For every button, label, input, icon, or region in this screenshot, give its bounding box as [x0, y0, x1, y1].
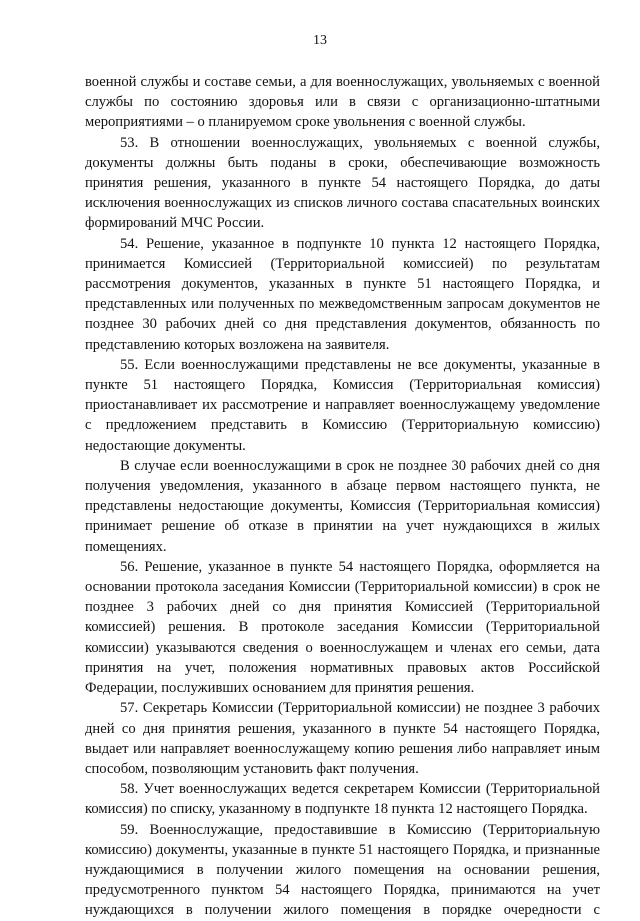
paragraph: военной службы и составе семьи, а для военнослужащих, увольняемых с военной службы по состоянию здоровья или в связи с организационно-штатными мероприятиями – о планируемом сроке увольнения с военной службы.: [85, 74, 600, 131]
paragraph: 58. Учет военнослужащих ведется секретарем Комиссии (Территориальной комиссия) по списку, указанному в подпункте 18 пункта 12 настоящего Порядка.: [85, 781, 600, 818]
paragraph: 55. Если военнослужащими представлены не все документы, указанные в пункте 51 настоящего Порядка, Комиссия (Территориальная комиссия) приостанавливает их рассмотрение и направляет военнослужащему уведомление с предложением представить в Комиссию (Территориальную комиссию) недостающие документы.: [85, 356, 600, 454]
paragraph: 57. Секретарь Комиссии (Территориальной комиссии) не позднее 3 рабочих дней со дня принятия решения, указанного в пункте 54 настоящего Порядка, выдает или направляет военнослужащему копию решения либо направляет иным способом, позволяющим установить факт получения.: [85, 700, 600, 777]
document-body: [85, 72, 600, 921]
paragraph: 54. Решение, указанное в подпункте 10 пункта 12 настоящего Порядка, принимается Комиссией (Территориальной комиссией) по результатам рассмотрения документов, указанных в пункте 51 настоящего Порядка, и представленных или полученных по межведомственным запросам документов не позднее 30 рабочих дней со дня представления документов, обязанность по представлению которых возложена на заявителя.: [85, 235, 600, 353]
page-number: 13: [313, 33, 327, 48]
paragraph: В случае если военнослужащими в срок не позднее 30 рабочих дней со дня получения уведомления, указанного в абзаце первом настоящего пункта, не представлены недостающие документы, Комиссия (Территориальная комиссия) принимает решение об отказе в принятии на учет нуждающихся в жилых помещениях.: [85, 457, 600, 555]
paragraph: 53. В отношении военнослужащих, увольняемых с военной службы, документы должны быть поданы в сроки, обеспечивающие возможность принятия решения, указанного в пункте 54 настоящего Порядка, до даты исключения военнослужащих из списков личного состава спасательных воинских формирований МЧС России.: [85, 134, 600, 232]
paragraph: 56. Решение, указанное в пункте 54 настоящего Порядка, оформляется на основании протокола заседания Комиссии (Территориальной комиссии) в срок не позднее 3 рабочих дней со дня принятия Комиссией (Территориальной комиссией) решения. В протоколе заседания Комиссии (Территориальной комиссии) указываются сведения о военнослужащем и членах его семьи, дата принятия на учет, положения нормативных правовых актов Российской Федерации, послуживших основанием для принятия решения.: [85, 558, 600, 697]
paragraph: 59. Военнослужащие, предоставившие в Комиссию (Территориальную комиссию) документы, указанные в пункте 51 настоящего Порядка, и признанные нуждающимися в получении жилого помещения на основании решения, предусмотренного пунктом 54 настоящего Порядка, принимаются на учет нуждающихся в получении жилого помещения в порядке очередности с: [85, 821, 600, 919]
